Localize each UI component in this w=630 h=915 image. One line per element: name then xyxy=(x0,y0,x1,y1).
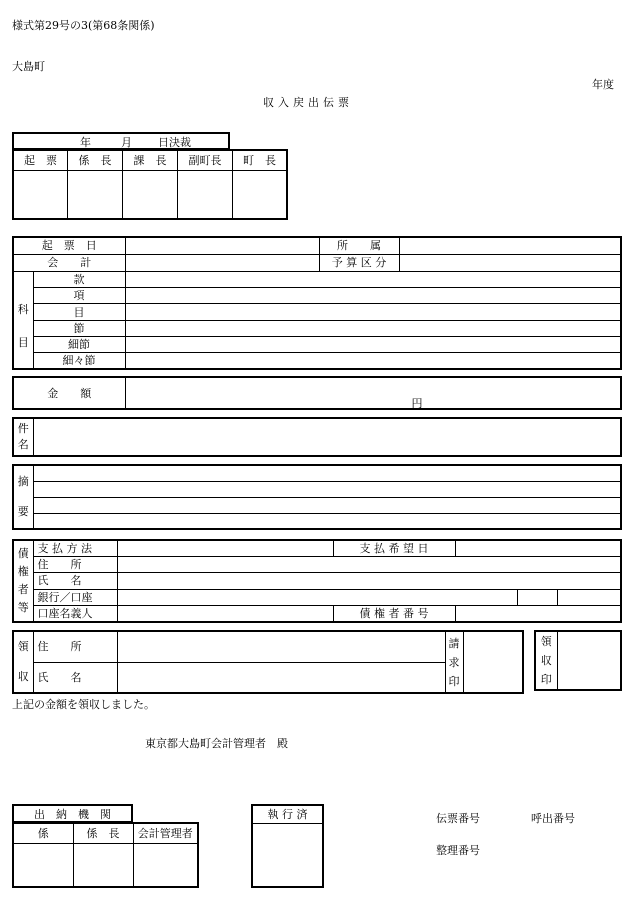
subject-item-label: 目 xyxy=(33,304,125,320)
approval-role: 課 長 xyxy=(123,150,178,170)
approval-year-label: 年 xyxy=(80,136,91,149)
subject-label-bottom: 目 xyxy=(17,336,29,349)
reference-number-label: 整理番号 xyxy=(436,844,480,857)
subject-item-label: 細々節 xyxy=(33,353,125,369)
org-role: 会計管理者 xyxy=(133,823,198,843)
summary-label-top: 摘 xyxy=(17,475,29,488)
subject-item-label: 項 xyxy=(33,288,125,304)
org-seal-cell[interactable] xyxy=(13,843,73,887)
account-field[interactable] xyxy=(125,254,319,271)
form-id: 様式第29号の3(第68条関係) xyxy=(12,19,155,32)
approval-seal-cell[interactable] xyxy=(123,170,178,219)
creditor-name-field[interactable] xyxy=(117,573,621,589)
summary-label-cell xyxy=(13,465,33,529)
entry-date-label: 起 票 日 xyxy=(13,237,125,254)
receipt-label-cell xyxy=(13,631,33,693)
creditor-name-label: 氏 名 xyxy=(33,573,117,589)
approval-seal-cell[interactable] xyxy=(233,170,288,219)
creditor-address-field[interactable] xyxy=(117,556,621,572)
creditor-number-label: 債 権 者 番 号 xyxy=(333,606,455,622)
payment-date-label: 支 払 希 望 日 xyxy=(333,540,455,556)
approval-day-label: 日決裁 xyxy=(158,136,191,149)
creditor-address-label: 住 所 xyxy=(33,556,117,572)
account-holder-label: 口座名義人 xyxy=(33,606,117,622)
org-role: 係 長 xyxy=(73,823,133,843)
summary-line[interactable] xyxy=(33,465,621,481)
account-holder-field[interactable] xyxy=(117,606,333,622)
approval-role: 係 長 xyxy=(68,150,123,170)
summary-line[interactable] xyxy=(33,481,621,497)
bank-name-field[interactable] xyxy=(117,589,517,605)
approval-date-box xyxy=(12,132,230,150)
creditor-table xyxy=(12,539,622,623)
approval-role: 副町長 xyxy=(178,150,233,170)
org-seal-cell[interactable] xyxy=(73,843,133,887)
approval-role: 町 長 xyxy=(233,150,288,170)
receipt-seal-field[interactable] xyxy=(557,631,621,690)
receipt-seal-label: 領収印 xyxy=(535,631,557,690)
approval-seal-cell[interactable] xyxy=(68,170,123,219)
subject-label-cell xyxy=(13,272,33,370)
creditor-number-field[interactable] xyxy=(455,606,621,622)
subject-item-field[interactable] xyxy=(125,320,621,336)
budget-class-field[interactable] xyxy=(399,254,621,271)
amount-field[interactable] xyxy=(125,377,621,409)
subject-item-field[interactable] xyxy=(125,288,621,304)
page-title: 収入戻出伝票 xyxy=(263,96,353,109)
department-label: 所 属 xyxy=(319,237,399,254)
approval-role: 起 票 xyxy=(13,150,68,170)
receipt-address-label: 住 所 xyxy=(33,631,117,662)
subject-item-label: 細節 xyxy=(33,336,125,352)
bank-branch-field[interactable] xyxy=(517,589,557,605)
executed-table xyxy=(251,804,324,888)
creditor-label: 債権者等 xyxy=(13,540,33,622)
info-table xyxy=(12,236,622,370)
subject-item-label: 款 xyxy=(33,272,125,288)
receipt-name-label: 氏 名 xyxy=(33,662,117,693)
org-table xyxy=(12,822,199,888)
claim-seal-field[interactable] xyxy=(463,631,523,693)
payment-method-label: 支 払 方 法 xyxy=(33,540,117,556)
received-text: 上記の金額を領収しました。 xyxy=(12,698,155,711)
subject-item-field[interactable] xyxy=(125,272,621,288)
receipt-address-field[interactable] xyxy=(117,631,445,662)
entry-date-field[interactable] xyxy=(125,237,319,254)
budget-class-label: 予 算 区 分 xyxy=(319,254,399,271)
account-label: 会 計 xyxy=(13,254,125,271)
fiscal-year: 年度 xyxy=(592,78,614,91)
receipt-name-field[interactable] xyxy=(117,662,445,693)
subject-item-field[interactable] xyxy=(125,336,621,352)
receipt-table xyxy=(12,630,524,694)
subject-item-label: 節 xyxy=(33,320,125,336)
subject-label-top: 科 xyxy=(17,303,29,316)
call-number-label: 呼出番号 xyxy=(531,812,575,825)
receipt-label-top: 領 xyxy=(17,640,29,653)
approval-month-label: 月 xyxy=(121,136,132,149)
amount-unit: 円 xyxy=(411,397,423,409)
approval-seal-cell[interactable] xyxy=(13,170,68,219)
matter-label: 件名 xyxy=(13,418,33,456)
matter-field[interactable] xyxy=(33,418,621,456)
amount-label: 金 額 xyxy=(13,377,125,409)
executed-seal-cell[interactable] xyxy=(252,823,323,887)
claim-seal-label: 請求印 xyxy=(445,631,463,693)
approval-table xyxy=(12,149,288,220)
summary-line[interactable] xyxy=(33,513,621,529)
org-seal-cell[interactable] xyxy=(133,843,198,887)
department-field[interactable] xyxy=(399,237,621,254)
receipt-label-bottom: 収 xyxy=(17,670,29,683)
payment-date-field[interactable] xyxy=(455,540,621,556)
bank-account-field[interactable] xyxy=(557,589,621,605)
municipality: 大島町 xyxy=(12,60,45,73)
executed-label: 執 行 済 xyxy=(252,805,323,823)
subject-item-field[interactable] xyxy=(125,304,621,320)
org-label: 出 納 機 関 xyxy=(34,808,111,821)
slip-number-label: 伝票番号 xyxy=(436,812,480,825)
summary-table xyxy=(12,464,622,530)
payment-method-field[interactable] xyxy=(117,540,333,556)
subject-item-field[interactable] xyxy=(125,353,621,369)
amount-table xyxy=(12,376,622,410)
org-role: 係 xyxy=(13,823,73,843)
addressee: 東京都大島町会計管理者 殿 xyxy=(145,737,288,750)
receipt-seal-table xyxy=(534,630,622,691)
summary-label-bottom: 要 xyxy=(17,505,29,518)
matter-table xyxy=(12,417,622,457)
summary-line[interactable] xyxy=(33,497,621,513)
org-label-box xyxy=(12,804,133,823)
approval-seal-cell[interactable] xyxy=(178,170,233,219)
bank-account-label: 銀行／口座 xyxy=(33,589,117,605)
